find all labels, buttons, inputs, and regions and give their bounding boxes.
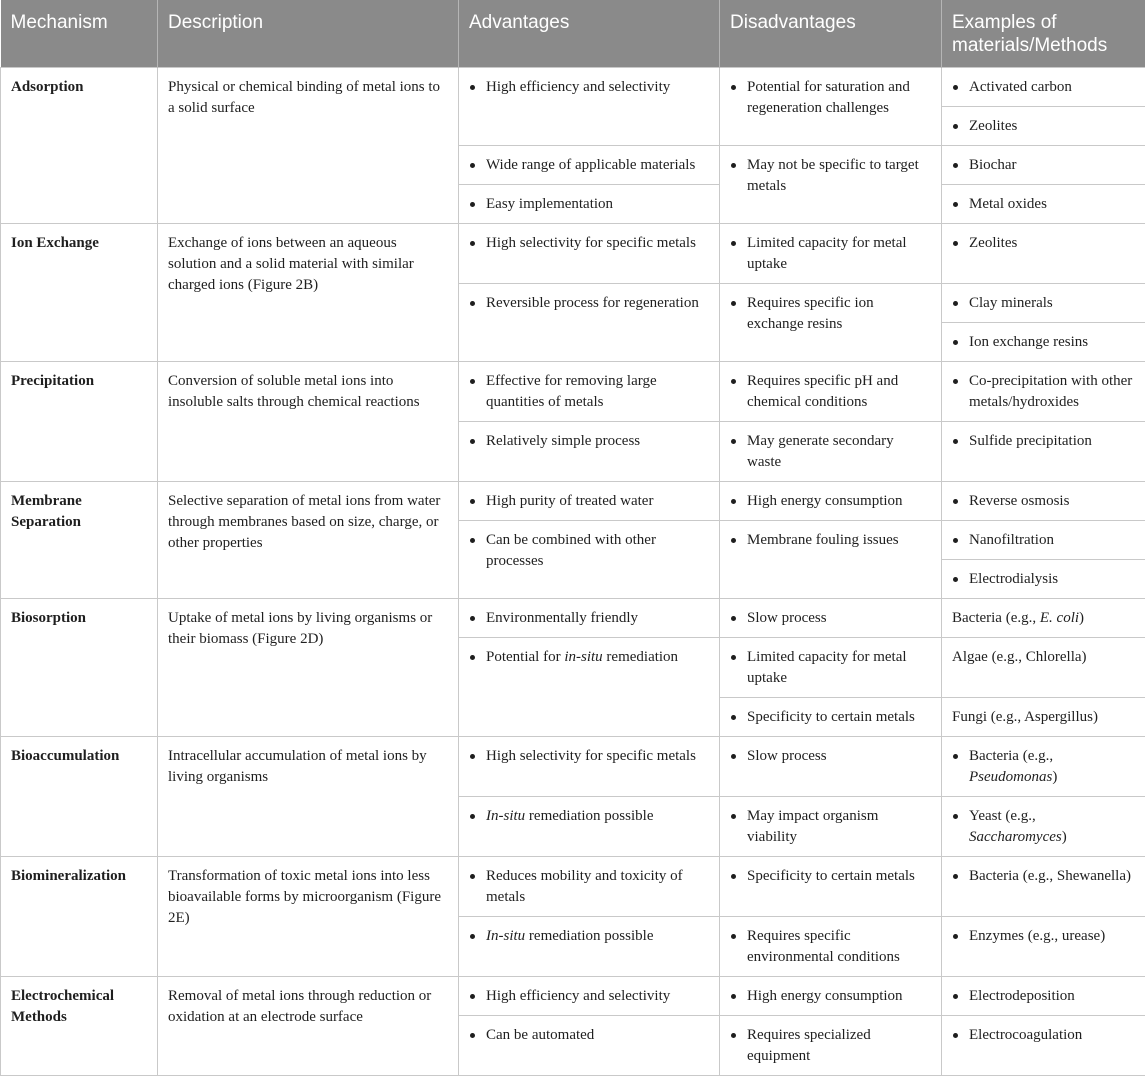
disadvantage-item: May generate secondary waste [720, 422, 942, 482]
advantage-item: Potential for in-situ remediation [459, 638, 720, 737]
example-item: Fungi (e.g., Aspergillus) [942, 698, 1145, 737]
advantage-item: Effective for removing large quantities of metals [459, 362, 720, 422]
disadvantage-item: Limited capacity for metal uptake [720, 224, 942, 284]
table-header [1, 0, 1145, 68]
disadvantage-item: Requires specific ion exchange resins [720, 284, 942, 362]
example-item: Metal oxides [942, 185, 1145, 224]
advantage-item: Can be automated [459, 1016, 720, 1076]
header-disadvantages: Disadvantages [720, 0, 942, 68]
table-row [1, 362, 1145, 422]
example-item: Bacteria (e.g., Shewanella) [942, 857, 1145, 917]
description-cell: Intracellular accumulation of metal ions by living organisms [158, 737, 459, 857]
mechanism-cell: Membrane Separation [1, 482, 158, 599]
disadvantage-item: Potential for saturation and regeneration challenges [720, 68, 942, 146]
disadvantage-item: May impact organism viability [720, 797, 942, 857]
header-mechanism: Mechanism [1, 0, 158, 68]
disadvantage-item: Membrane fouling issues [720, 521, 942, 599]
advantage-item: In-situ remediation possible [459, 797, 720, 857]
advantage-item: Wide range of applicable materials [459, 146, 720, 185]
example-item: Reverse osmosis [942, 482, 1145, 521]
description-cell: Physical or chemical binding of metal ions to a solid surface [158, 68, 459, 224]
description-cell: Conversion of soluble metal ions into insoluble salts through chemical reactions [158, 362, 459, 482]
mechanism-cell: Ion Exchange [1, 224, 158, 362]
advantage-item: High purity of treated water [459, 482, 720, 521]
mechanism-cell: Precipitation [1, 362, 158, 482]
header-examples: Examples of materials/Methods [942, 0, 1145, 68]
mechanism-cell: Biosorption [1, 599, 158, 737]
mechanism-cell: Bioaccumulation [1, 737, 158, 857]
table-row [1, 857, 1145, 917]
example-item: Algae (e.g., Chlorella) [942, 638, 1145, 698]
example-item: Yeast (e.g., Saccharomyces) [942, 797, 1145, 857]
advantage-item: Reduces mobility and toxicity of metals [459, 857, 720, 917]
example-item: Zeolites [942, 224, 1145, 284]
example-item: Activated carbon [942, 68, 1145, 107]
header-description: Description [158, 0, 459, 68]
example-item: Biochar [942, 146, 1145, 185]
advantage-item: Reversible process for regeneration [459, 284, 720, 362]
table-row [1, 482, 1145, 521]
disadvantage-item: Requires specialized equipment [720, 1016, 942, 1076]
example-item: Clay minerals [942, 284, 1145, 323]
example-item: Enzymes (e.g., urease) [942, 917, 1145, 977]
advantage-item: High efficiency and selectivity [459, 977, 720, 1016]
mechanism-cell: Biomineralization [1, 857, 158, 977]
disadvantage-item: Specificity to certain metals [720, 857, 942, 917]
example-item: Electrodialysis [942, 560, 1145, 599]
advantage-item: Relatively simple process [459, 422, 720, 482]
advantage-item: High selectivity for specific metals [459, 224, 720, 284]
description-cell: Removal of metal ions through reduction or oxidation at an electrode surface [158, 977, 459, 1076]
disadvantage-item: Slow process [720, 737, 942, 797]
example-item: Sulfide precipitation [942, 422, 1145, 482]
disadvantage-item: May not be specific to target metals [720, 146, 942, 224]
disadvantage-item: Requires specific pH and chemical conditions [720, 362, 942, 422]
mechanism-cell: Adsorption [1, 68, 158, 224]
example-item: Electrocoagulation [942, 1016, 1145, 1076]
example-item: Co-precipitation with other metals/hydroxides [942, 362, 1145, 422]
table-body [1, 68, 1145, 1076]
example-item: Ion exchange resins [942, 323, 1145, 362]
table-row [1, 599, 1145, 638]
disadvantage-item: Limited capacity for metal uptake [720, 638, 942, 698]
example-item: Electrodeposition [942, 977, 1145, 1016]
table-row [1, 737, 1145, 797]
advantage-item: Easy implementation [459, 185, 720, 224]
example-item: Nanofiltration [942, 521, 1145, 560]
description-cell: Transformation of toxic metal ions into less bioavailable forms by microorganism (Figure 2E) [158, 857, 459, 977]
disadvantage-item: High energy consumption [720, 482, 942, 521]
advantage-item: Environmentally friendly [459, 599, 720, 638]
example-item: Bacteria (e.g., Pseudomonas) [942, 737, 1145, 797]
description-cell: Exchange of ions between an aqueous solution and a solid material with similar charged ions (Figure 2B) [158, 224, 459, 362]
mechanism-cell: Electrochemical Methods [1, 977, 158, 1076]
description-cell: Selective separation of metal ions from water through membranes based on size, charge, or other properties [158, 482, 459, 599]
advantage-item: High selectivity for specific metals [459, 737, 720, 797]
advantage-item: Can be combined with other processes [459, 521, 720, 599]
example-item: Bacteria (e.g., E. coli) [942, 599, 1145, 638]
example-item: Zeolites [942, 107, 1145, 146]
disadvantage-item: High energy consumption [720, 977, 942, 1016]
table-row [1, 68, 1145, 107]
description-cell: Uptake of metal ions by living organisms or their biomass (Figure 2D) [158, 599, 459, 737]
disadvantage-item: Requires specific environmental conditions [720, 917, 942, 977]
disadvantage-item: Specificity to certain metals [720, 698, 942, 737]
table-row [1, 977, 1145, 1016]
header-row [1, 0, 1145, 68]
header-advantages: Advantages [459, 0, 720, 68]
table-row [1, 224, 1145, 284]
advantage-item: High efficiency and selectivity [459, 68, 720, 146]
disadvantage-item: Slow process [720, 599, 942, 638]
advantage-item: In-situ remediation possible [459, 917, 720, 977]
